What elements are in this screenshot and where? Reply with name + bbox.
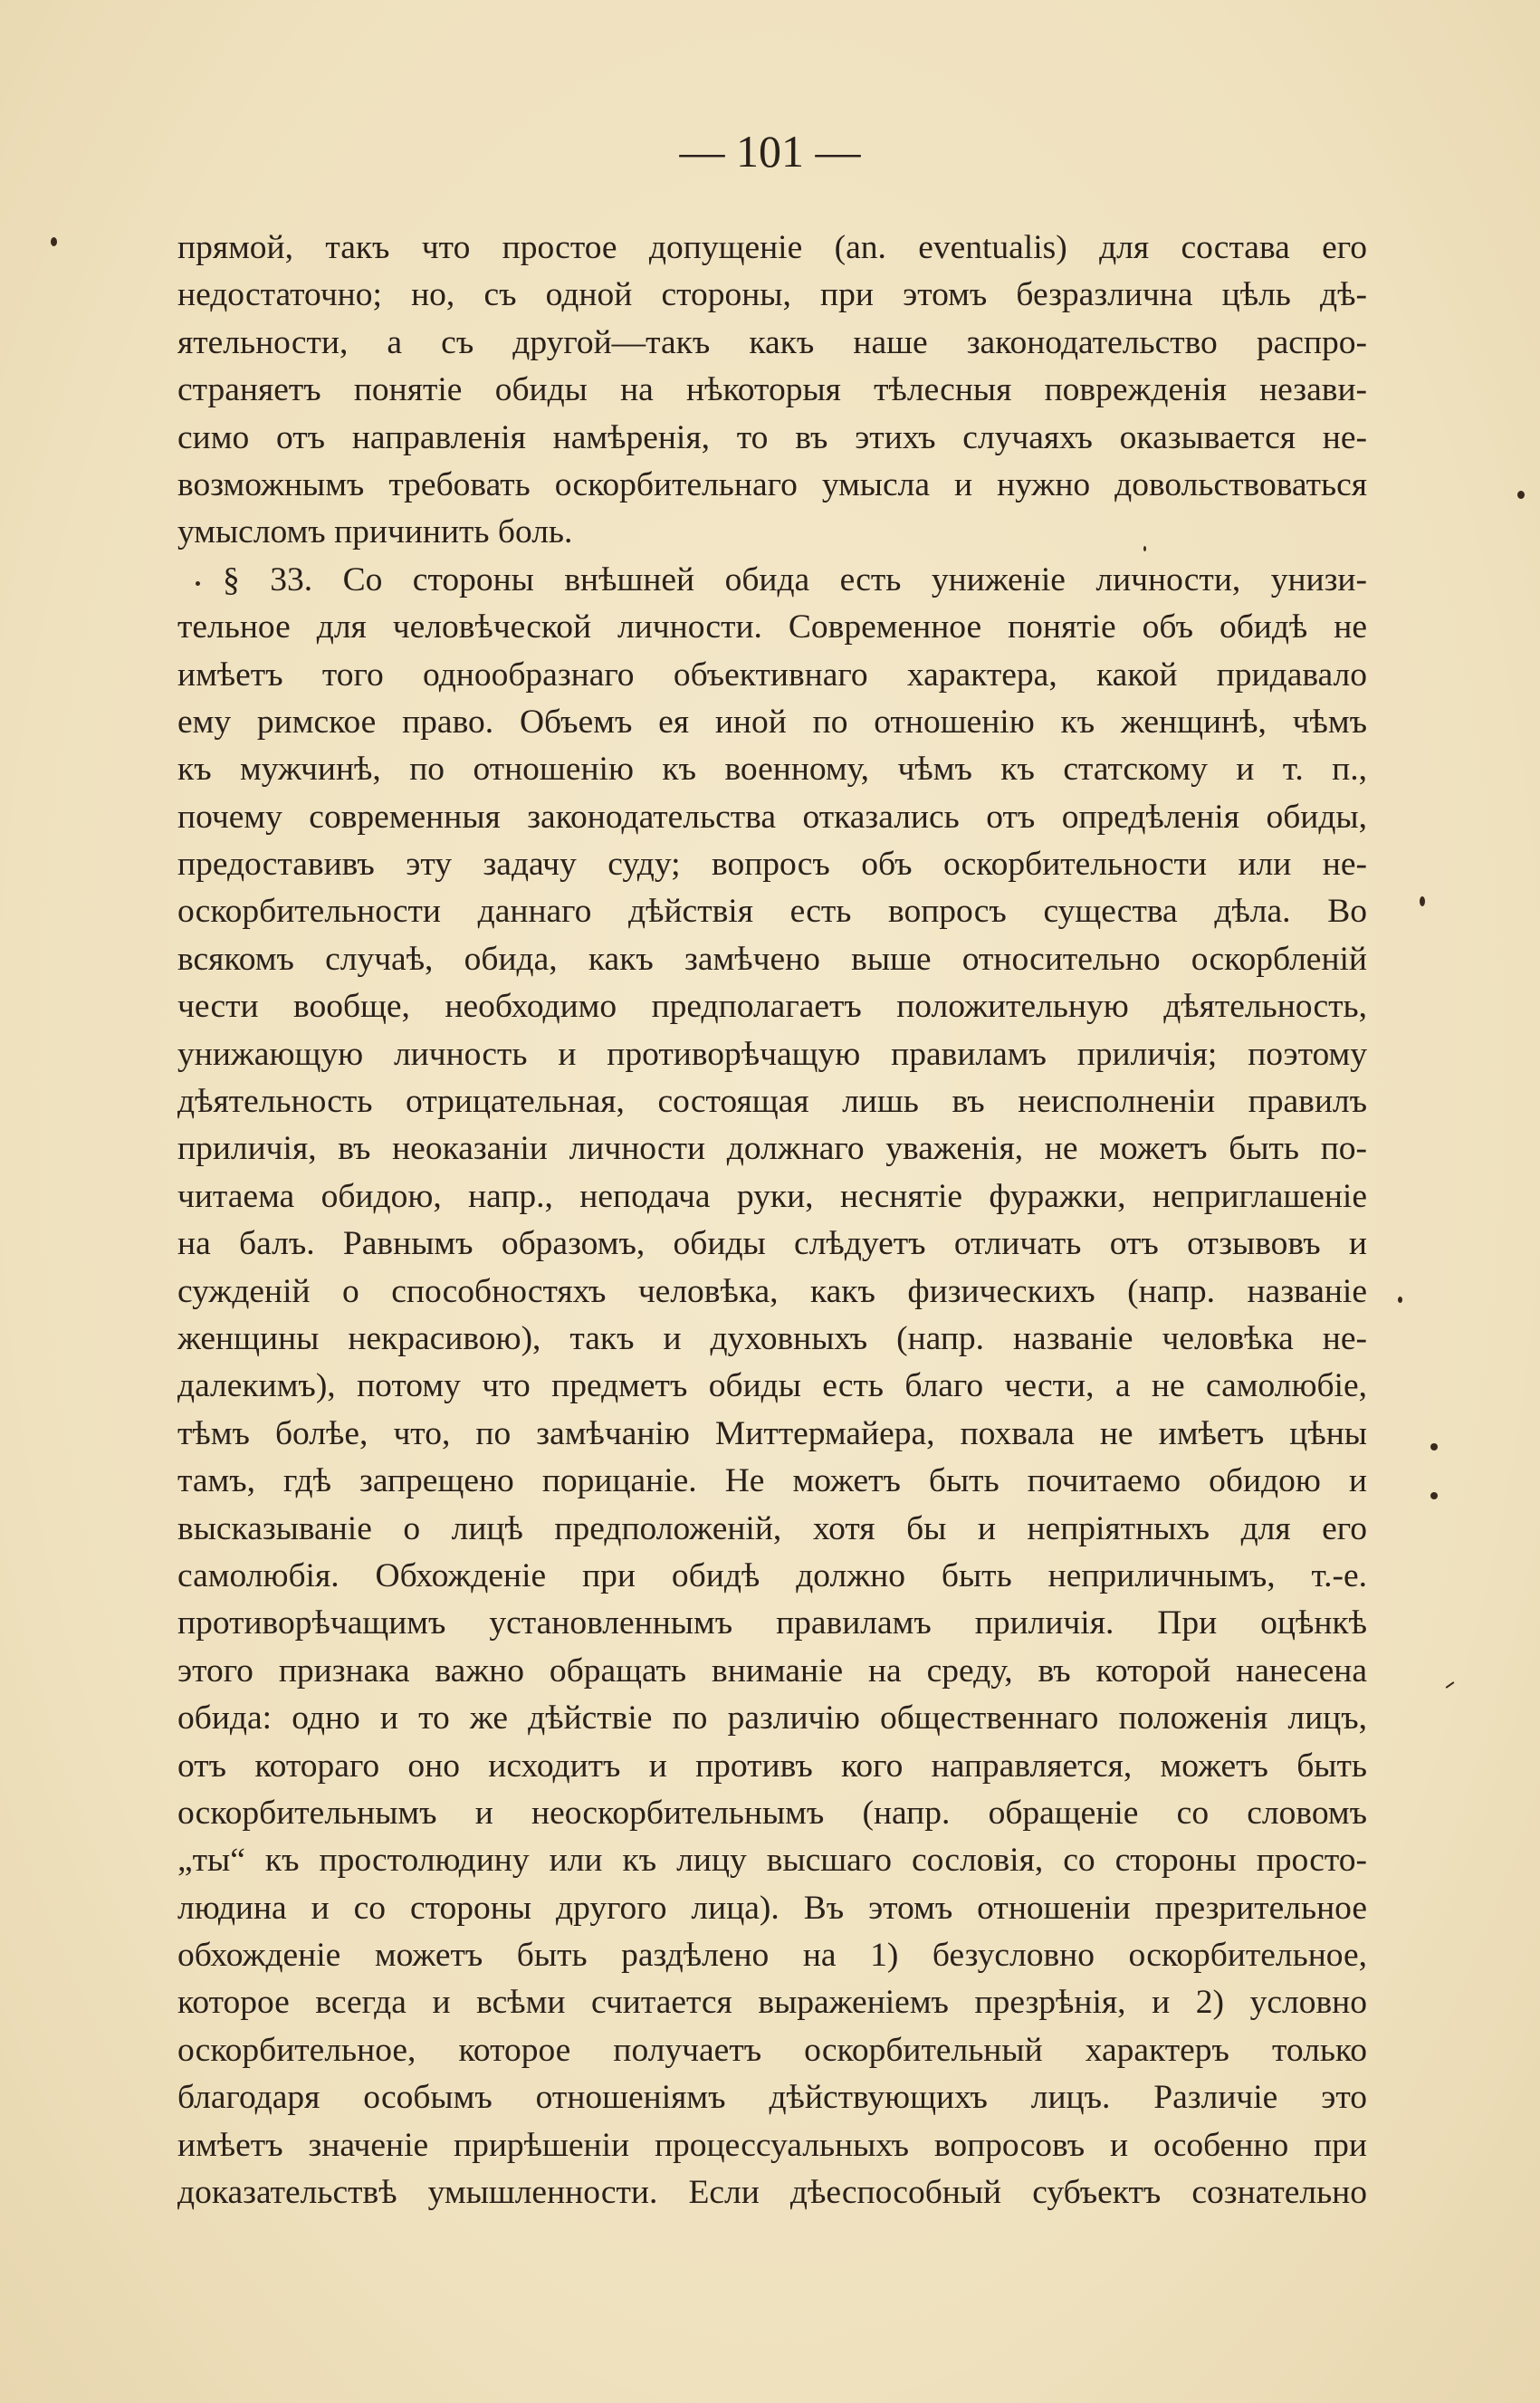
text-line: имѣетъ значеніе прирѣшеніи процессуальныхъ вопросовъ и особенно при [177, 2126, 1367, 2164]
text-line: обхожденіе можетъ быть раздѣлено на 1) безусловно оскорбительное, [177, 1937, 1367, 1975]
text-line: ему римское право. Объемъ ея иной по отношенію къ женщинѣ, чѣмъ [177, 703, 1367, 741]
ink-speck [1420, 896, 1425, 906]
text-line: женщины некрасивою), такъ и духовныхъ (напр. названіе человѣка не- [177, 1319, 1367, 1357]
text-line: высказываніе о лицѣ предположеній, хотя бы и непріятныхъ для его [177, 1509, 1367, 1547]
text-line: оскорбительнымъ и неоскорбительнымъ (напр. обращеніе со словомъ [177, 1794, 1367, 1832]
text-line: „ты“ къ простолюдину или къ лицу высшаго сословія, со стороны просто- [177, 1842, 1367, 1880]
body-text [177, 225, 1367, 2216]
ink-speck [1430, 1443, 1438, 1450]
ink-speck [1517, 491, 1525, 499]
ink-speck [196, 581, 200, 586]
text-line: симо отъ направленія намѣренія, то въ этихъ случаяхъ оказывается не- [177, 418, 1367, 456]
text-line: всякомъ случаѣ, обида, какъ замѣчено выше относительно оскорбленій [177, 940, 1367, 978]
text-line: унижающую личность и противорѣчащую правиламъ приличія; поэтому [177, 1035, 1367, 1073]
text-line: тѣмъ болѣе, что, по замѣчанію Миттермайера, похвала не имѣетъ цѣны [177, 1414, 1367, 1452]
text-line: обида: одно и то же дѣйствіе по различію общественнаго положенія лицъ, [177, 1699, 1367, 1738]
text-line: прямой, такъ что простое допущеніе (an. eventualis) для состава его [177, 229, 1367, 266]
text-line: которое всегда и всѣми считается выраженіемъ презрѣнія, и 2) условно [177, 1984, 1367, 2022]
text-line: самолюбія. Обхожденіе при обидѣ должно быть неприличнымъ, т.-е. [177, 1556, 1367, 1594]
text-line: тельное для человѣческой личности. Современное понятіе объ обидѣ не [177, 608, 1367, 646]
text-line: имѣетъ того однообразнаго объективнаго характера, какой придавало [177, 656, 1367, 694]
text-line: тамъ, гдѣ запрещено порицаніе. Не можетъ быть почитаемо обидою и [177, 1462, 1367, 1500]
text-line: благодаря особымъ отношеніямъ дѣйствующихъ лицъ. Различіе это [177, 2079, 1367, 2117]
text-line: умысломъ причинить боль. [177, 513, 573, 551]
ink-speck [1445, 1681, 1454, 1689]
text-line: ятельности, а съ другой—такъ какъ наше законодательство распро- [177, 323, 1367, 361]
text-line: этого признака важно обращать вниманіе на среду, въ которой нанесена [177, 1651, 1367, 1690]
text-line: людина и со стороны другого лица). Въ этомъ отношеніи презрительное [177, 1889, 1367, 1927]
text-line: чести вообще, необходимо предполагаетъ положительную дѣятельность, [177, 988, 1367, 1026]
text-line: оскорбительности даннаго дѣйствія есть вопросъ существа дѣла. Во [177, 893, 1367, 931]
ink-speck [51, 237, 57, 246]
ink-speck [1398, 1297, 1402, 1303]
text-line: § 33. Со стороны внѣшней обида есть униженіе личности, унизи- [223, 560, 1367, 598]
text-line: возможнымъ требовать оскорбительнаго умысла и нужно довольствоваться [177, 465, 1367, 503]
text-line: сужденій о способностяхъ человѣка, какъ физическихъ (напр. названіе [177, 1272, 1367, 1310]
ink-speck [1430, 1492, 1438, 1499]
text-line: почему современныя законодательства отказались отъ опредѣленія обиды, [177, 798, 1367, 836]
text-line: доказательствѣ умышленности. Если дѣеспособный субъектъ сознательно [177, 2174, 1367, 2212]
text-line: читаема обидою, напр., неподача руки, неснятіе фуражки, неприглашеніе [177, 1177, 1367, 1215]
page-number: — 101 — [679, 126, 861, 177]
text-line: на балъ. Равнымъ образомъ, обиды слѣдуетъ отличать отъ отзывовъ и [177, 1225, 1367, 1263]
text-line: отъ котораго оно исходитъ и противъ кого направляется, можетъ быть [177, 1747, 1367, 1785]
text-line: противорѣчащимъ установленнымъ правиламъ приличія. При оцѣнкѣ [177, 1604, 1367, 1642]
text-line: предоставивъ эту задачу суду; вопросъ объ оскорбительности или не- [177, 846, 1367, 884]
text-line: къ мужчинѣ, по отношенію къ военному, чѣмъ къ статскому и т. п., [177, 751, 1367, 789]
text-line: приличія, въ неоказаніи личности должнаго уваженія, не можетъ быть по- [177, 1130, 1367, 1168]
text-line: недостаточно; но, съ одной стороны, при этомъ безразлична цѣль дѣ- [177, 276, 1367, 314]
text-line: далекимъ), потому что предметъ обиды есть благо чести, а не самолюбіе, [177, 1367, 1367, 1405]
text-line: оскорбительное, которое получаетъ оскорбительный характеръ только [177, 2031, 1367, 2069]
ink-speck [1143, 546, 1146, 551]
text-line: страняетъ понятіе обиды на нѣкоторыя тѣлесныя поврежденія незави- [177, 371, 1367, 409]
text-line: дѣятельность отрицательная, состоящая лишь въ неисполненіи правилъ [177, 1083, 1367, 1121]
